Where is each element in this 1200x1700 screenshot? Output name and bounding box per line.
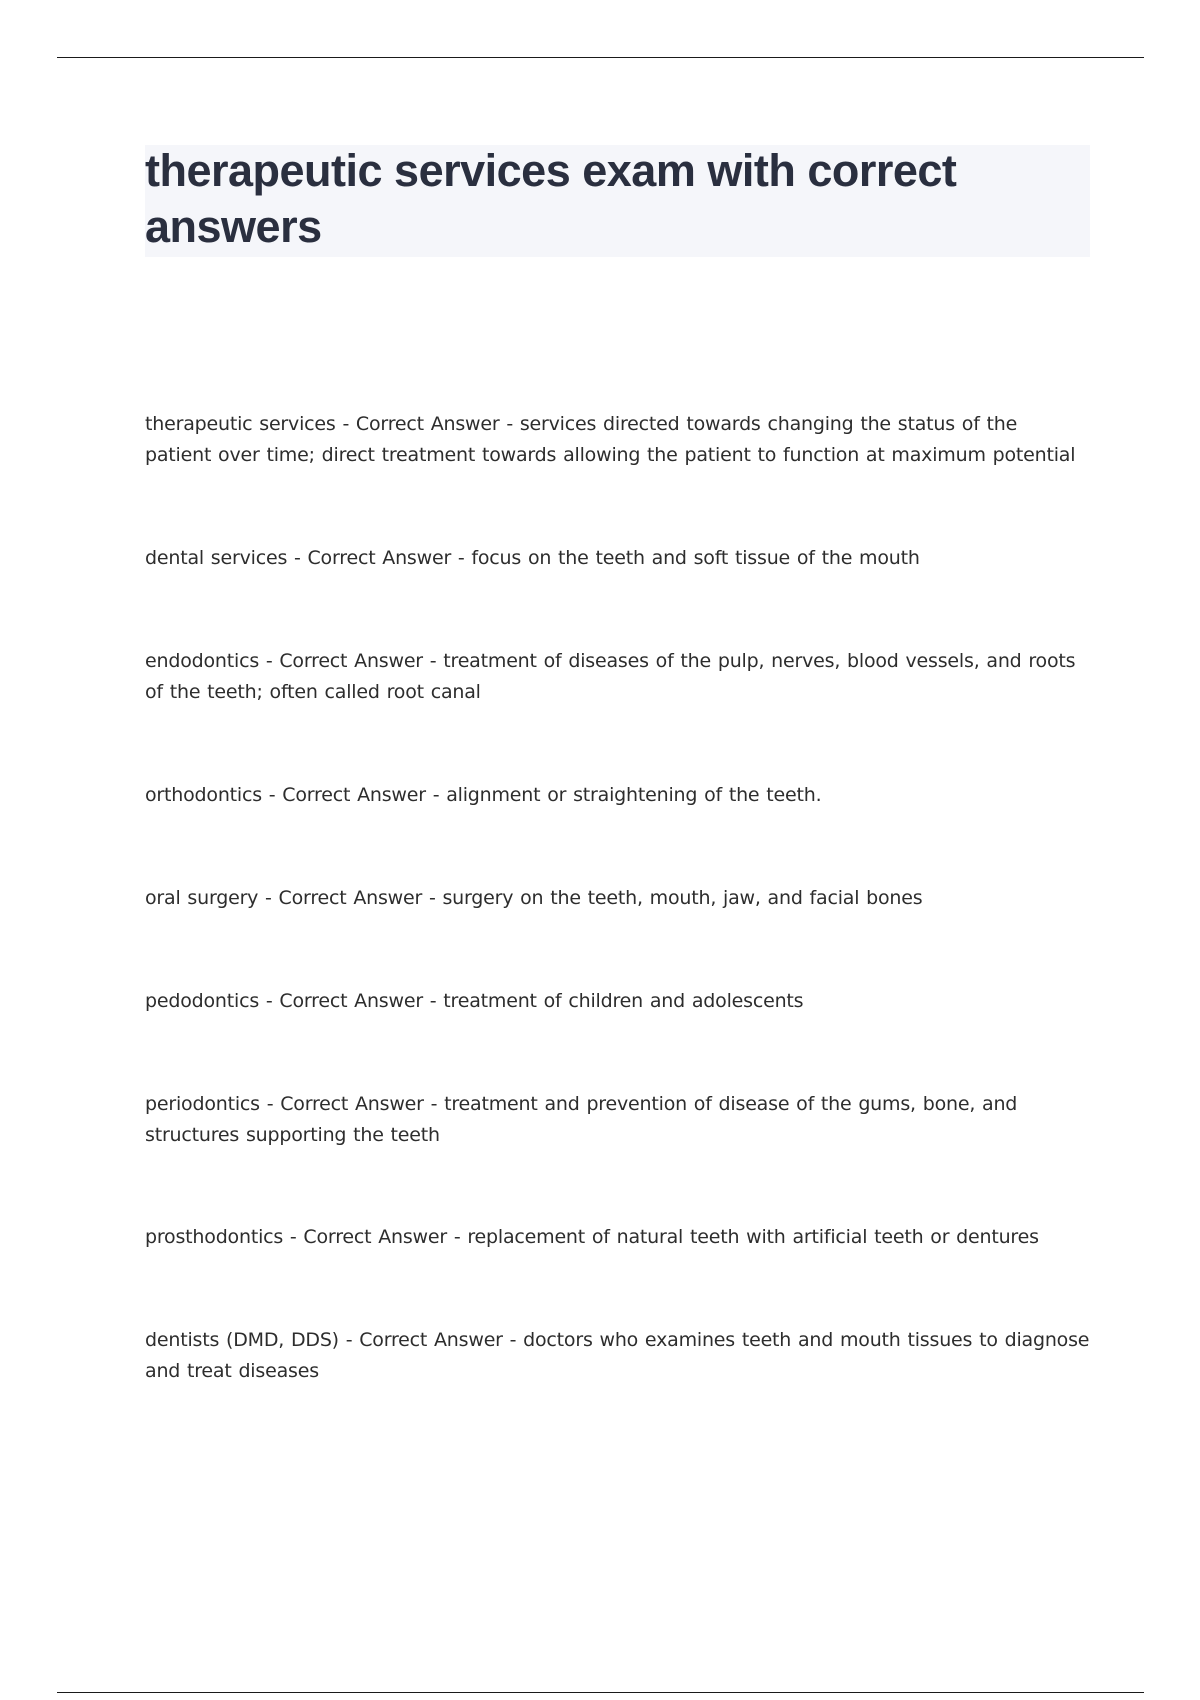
qa-item-orthodontics: orthodontics - Correct Answer - alignment or straightening of the teeth. (145, 784, 822, 806)
qa-item-pedodontics: pedodontics - Correct Answer - treatment of children and adolescents (145, 990, 804, 1012)
qa-item-therapeutic-services: therapeutic services - Correct Answer - services directed towards changing the status of the patient over time; direct treatment towards allowing the patient to function at maximum potential (145, 413, 1076, 466)
bottom-divider (57, 1692, 1144, 1693)
qa-item-periodontics: periodontics - Correct Answer - treatment and prevention of disease of the gums, bone, and structures supporting the teeth (145, 1093, 1018, 1146)
top-divider (57, 57, 1144, 58)
qa-item-endodontics: endodontics - Correct Answer - treatment of diseases of the pulp, nerves, blood vessels, and roots of the teeth; often called root canal (145, 650, 1076, 703)
qa-item-dental-services: dental services - Correct Answer - focus on the teeth and soft tissue of the mouth (145, 547, 920, 569)
qa-item-dentists: dentists (DMD, DDS) - Correct Answer - doctors who examines teeth and mouth tissues to diagnose and treat diseases (145, 1329, 1090, 1382)
qa-item-oral-surgery: oral surgery - Correct Answer - surgery on the teeth, mouth, jaw, and facial bones (145, 887, 923, 909)
document-title: therapeutic services exam with correct answers (145, 145, 957, 252)
qa-item-prosthodontics: prosthodontics - Correct Answer - replacement of natural teeth with artificial teeth or dentures (145, 1226, 1039, 1248)
